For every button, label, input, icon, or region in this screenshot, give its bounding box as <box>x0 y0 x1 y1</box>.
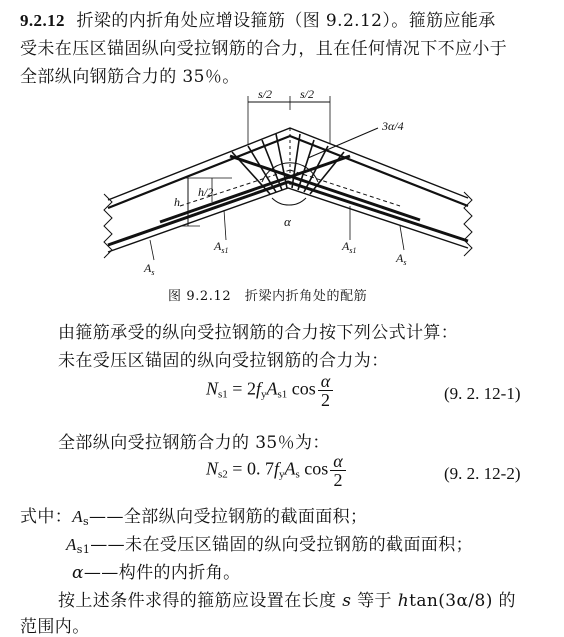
label-s2-left: s/2 <box>258 90 273 101</box>
equation-2-number: (9. 2. 12-2) <box>444 464 521 483</box>
label-alpha: α <box>284 214 291 229</box>
figure-caption: 图 9.2.12 折梁内折角处的配筋 <box>168 289 368 304</box>
label-3a4: 3α/4 <box>382 119 404 133</box>
bent-beam-figure <box>0 90 564 350</box>
definition-3: α——构件的内折角。 <box>72 563 241 583</box>
label-s2-right: s/2 <box>300 90 315 101</box>
label-as-left: $A_s$ <box>144 261 155 277</box>
equation-1-number: (9. 2. 12-1) <box>444 384 521 403</box>
beam-top-edge <box>108 128 468 200</box>
label-as-right: $A_s$ <box>396 251 407 267</box>
para-5: 范围内。 <box>20 617 90 637</box>
clause-text-1: 折梁的内折角处应增设箍筋（图 9.2.12）。箍筋应能承 <box>76 11 496 31</box>
para-1: 由箍筋承受的纵向受拉钢筋的合力按下列公式计算： <box>58 323 459 343</box>
definition-2: $A_{s1}——$未在受压区锚固的纵向受拉钢筋的截面面积； <box>66 535 474 556</box>
para-2: 未在受压区锚固的纵向受拉钢筋的合力为： <box>58 351 389 371</box>
label-h: h <box>174 195 180 209</box>
label-h2: h/2 <box>198 185 214 199</box>
para-3: 全部纵向受拉钢筋合力的 35％为： <box>58 433 330 453</box>
rebar-top <box>108 136 468 208</box>
equation-1: $N_{s1} = 2f_yA_{s1}$ cos $\frac{\alpha}{2}$ <box>206 372 333 409</box>
definition-1: 式中：$A_s——$全部纵向受拉钢筋的截面面积； <box>20 507 368 528</box>
clause-line-2: 受未在压区锚固纵向受拉钢筋的合力，且在任何情况下不应小于 <box>20 39 508 59</box>
label-as1-right: $A_{s1}$ <box>342 239 357 255</box>
clause-number: 9.2.12 <box>20 11 65 30</box>
clause-line-3: 全部纵向钢筋合力的 35％。 <box>20 67 240 87</box>
label-as1-left: $A_{s1}$ <box>214 239 229 255</box>
angle-arc-alpha <box>272 198 306 205</box>
clause-line-1 <box>20 6 496 31</box>
equation-2: $N_{s2} = 0$. $7f_yA_s$ cos $\frac{\alpha}{2}$ <box>206 452 346 489</box>
para-4: 按上述条件求得的箍筋应设置在长度 s 等于 htan(3α/8) 的 <box>58 591 516 611</box>
